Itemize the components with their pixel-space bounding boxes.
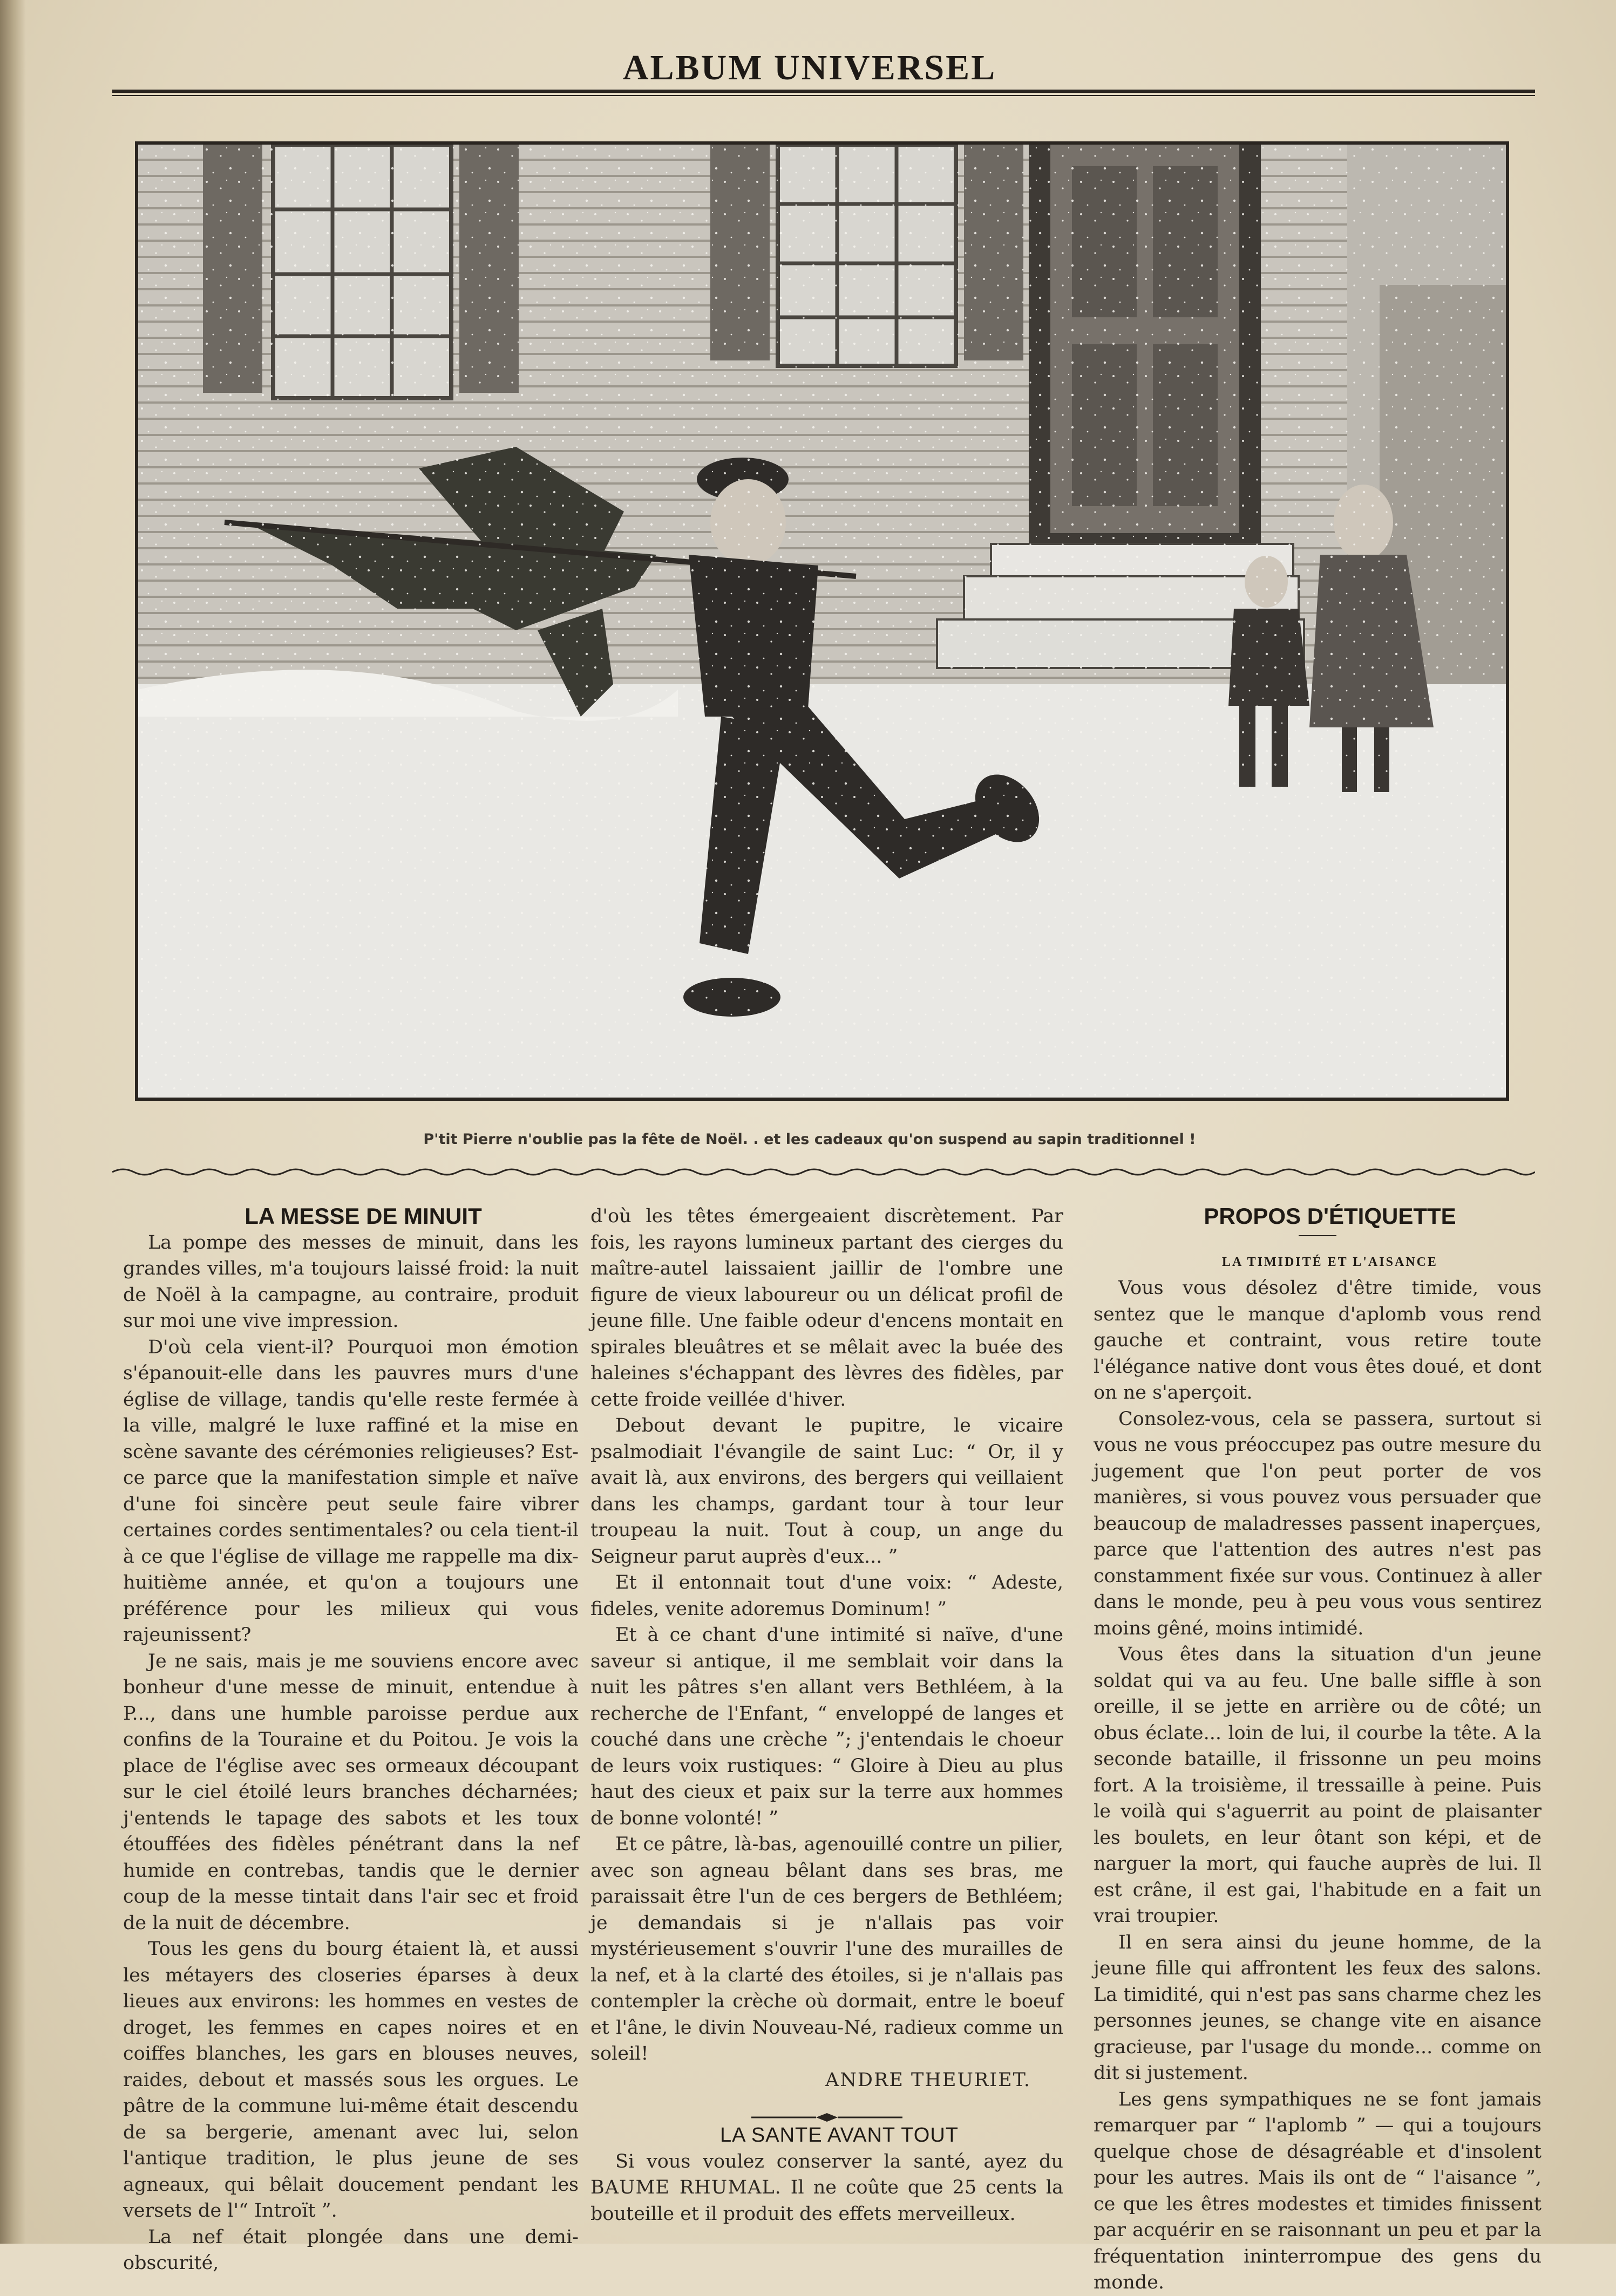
ad-text-before: Si vous voulez conserver la santé, ayez du (615, 2150, 1063, 2172)
column-messe-continued (590, 1203, 1063, 2227)
masthead-title: ALBUM UNIVERSEL (622, 48, 997, 87)
ad-heading: LA SANTE AVANT TOUT (719, 2124, 959, 2147)
article-paragraph: La pompe des messes de minuit, dans les grandes villes, m'a toujours laissé froid: la nuit de Noël à la campagne, au contraire, produit sur moi une vive impression. (123, 1231, 579, 1332)
falling-snow (138, 145, 1506, 1098)
masthead-rule (112, 90, 1535, 96)
article-paragraph: d'où les têtes émergeaient discrètement. Par fois, les rayons lumineux partant des cierges du maître-autel laissaient jaillir de l'ombre une figure de vieux laboureur ou un délicat profil de jeune fille. Une faible odeur d'encens montait en spirales bleuâtres et se mêlait avec la buée des haleines s'échappant des lèvres des fidèles, par cette froide veillée d'hiver. (590, 1205, 1063, 1411)
article-paragraph: Consolez-vous, cela se passera, surtout si vous ne vous préoccupez pas outre mesure du jugement que l'on peut porter de vos manières, si vous pouvez vous persuader que beaucoup de maladresses passent inaperçues, parce que l'attention des autres n'est pas constamment fixée sur vous. Continuez à aller dans le monde, peu à peu vous vous sentirez moins gêné, moins intimidé. (1094, 1408, 1542, 1639)
article-paragraph: Les gens sympathiques ne se font jamais remarquer par “ l'aplomb ” — qui a toujours quelque chose de désagréable et d'insolent pour les autres. Mais ils ont de “ l'aisance ”, ce que les êtres modestes et timides finissent par acquérir en se raisonnant un peu et par la fréquentation ininterrompue des gens du monde. (1094, 2088, 1542, 2293)
article-paragraph: Et ce pâtre, là-bas, agenouillé contre un pilier, avec son agneau bêlant dans ses bras, me paraissait être l'un de ces bergers de Bethléem; je demandais si je n'allais pas voir mystérieusement s'ouvrir l'une des murailles de la nef, et à la clarté des étoiles, si je n'allais pas contempler la crèche où dormait, entre le boeuf et l'âne, le divin Nouveau-Né, radieux comme un soleil! (590, 1834, 1063, 2065)
article-paragraph: Et à ce chant d'une intimité si naïve, d'une saveur si antique, il me semblait voir dans la nuit les pâtres s'en allant vers Bethléem, à la recherche de l'Enfant, “ enveloppé de langes et couché dans une crèche ”; j'entendais le choeur de leurs voix rustiques: “ Gloire à Dieu au plus haut des cieux et paix sur la terre aux hommes de bonne volonté! ” (590, 1624, 1063, 1829)
heading-rule (1299, 1235, 1336, 1236)
article-paragraph: Vous vous désolez d'être timide, vous sentez que le manque d'aplomb vous rend gauche et contraint, vous retire toute l'élégance native dont vous êtes doué, et dont on ne s'aperçoit. (1094, 1277, 1542, 1404)
article-paragraph: Tous les gens du bourg étaient là, et aussi les métayers des closeries éparses à deux lieues aux environs: les hommes en vestes de droget, les femmes en capes noires et en coiffes blanches, les gars en blouses neuves, raides, debout et massés sous les orgues. Le pâtre de la commune lui-même était descendu de sa bergerie, amenant avec lui, selon l'antique tradition, le plus jeune de ses agneaux, qui bêlait doucement pendant les versets de l'“ Introït ”. (123, 1938, 579, 2222)
article-paragraph: Et il entonnait tout d'une voix: “ Adeste, fideles, venite adoremus Dominum! ” (590, 1572, 1063, 1620)
article-paragraph: La nef était plongée dans une demi-obscurité, (123, 2226, 579, 2274)
author-signature: ANDRE THEURIET. (825, 2069, 1031, 2091)
photo-caption: P'tit Pierre n'oublie pas la fête de Noël. . et les cadeaux qu'on suspend au sapin traditionnel ! (423, 1131, 1196, 1148)
article-heading-messe: LA MESSE DE MINUIT (245, 1203, 482, 1229)
article-paragraph: D'où cela vient-il? Pourquoi mon émotion s'épanouit-elle dans les pauvres murs d'une église de village, tandis qu'elle reste fermée à la ville, malgré le luxe raffiné et la mise en scène savante des cérémonies religieuses? Est-ce parce que la manifestation simple et naïve d'une foi sincère peut seule faire vibrer certaines cordes sentimentales? ou cela tient-il à ce que l'église de village me rappelle ma dix-huitième année, et qu'on a toujours une préférence pour les milieux qui vous rajeunissent? (123, 1336, 579, 1646)
column-propos-etiquette (1094, 1203, 1542, 2296)
column-messe-de-minuit (123, 1203, 579, 2277)
article-heading-etiquette: PROPOS D'ÉTIQUETTE (1204, 1203, 1456, 1229)
article-paragraph: Il en sera ainsi du jeune homme, de la jeune fille qui affrontent les feux des salons. La timidité, qui n'est pas sans charme chez les personnes jeunes, se change vite en aisance gracieuse, par l'usage du monde... comme on dit si justement. (1094, 1931, 1542, 2084)
ad-product-name: BAUME RHUMAL. (590, 2177, 782, 2198)
page-spine-shadow (0, 0, 26, 2244)
wavy-divider (112, 1166, 1535, 1178)
christmas-photo (135, 141, 1509, 1101)
article-paragraph: Vous êtes dans la situation d'un jeune soldat qui va au feu. Une balle siffle à son oreille, il se jette en arrière ou de côté; un obus éclate... loin de lui, il courbe la tête. A la seconde bataille, il frissonne un peu moins fort. A la troisième, il tressaille à peine. Puis le voilà qui s'aguerrit au point de plaisanter les boulets, en leur ôtant son képi, et de narguer la mort, qui fauche auprès de lui. Il est crâne, il est gai, l'habitude en a fait un vrai troupier. (1094, 1644, 1542, 1927)
photo-illustration (138, 145, 1506, 1098)
article-paragraph: Je ne sais, mais je me souviens encore avec bonheur d'une messe de minuit, entendue à P..., dans une humble paroisse perdue aux confins de la Touraine et du Poitou. Je vois la place de l'église avec ses ormeaux découpant sur le ciel étoilé leurs branches décharnées; j'entends le tapage des sabots et les toux étouffées des fidèles pénétrant dans la nef humide en contrebas, tandis que le dernier coup de la messe tintait dans l'air sec et froid de la nuit de décembre. (123, 1650, 579, 1934)
ad-text (590, 2149, 1063, 2227)
article-subheading: LA TIMIDITÉ ET L'AISANCE (1222, 1255, 1438, 1269)
ornament-divider (590, 2104, 1063, 2115)
article-paragraph: Debout devant le pupitre, le vicaire psalmodiait l'évangile de saint Luc: “ Or, il y avait là, aux environs, des bergers qui veillaient dans les champs, gardant tour à tour leur troupeau la nuit. Tout à coup, un ange du Seigneur parut auprès d'eux... ” (590, 1415, 1063, 1568)
ad-text-after: Il ne coûte que 25 cents la bouteille et il produit des effets merveilleux. (590, 2177, 1063, 2225)
